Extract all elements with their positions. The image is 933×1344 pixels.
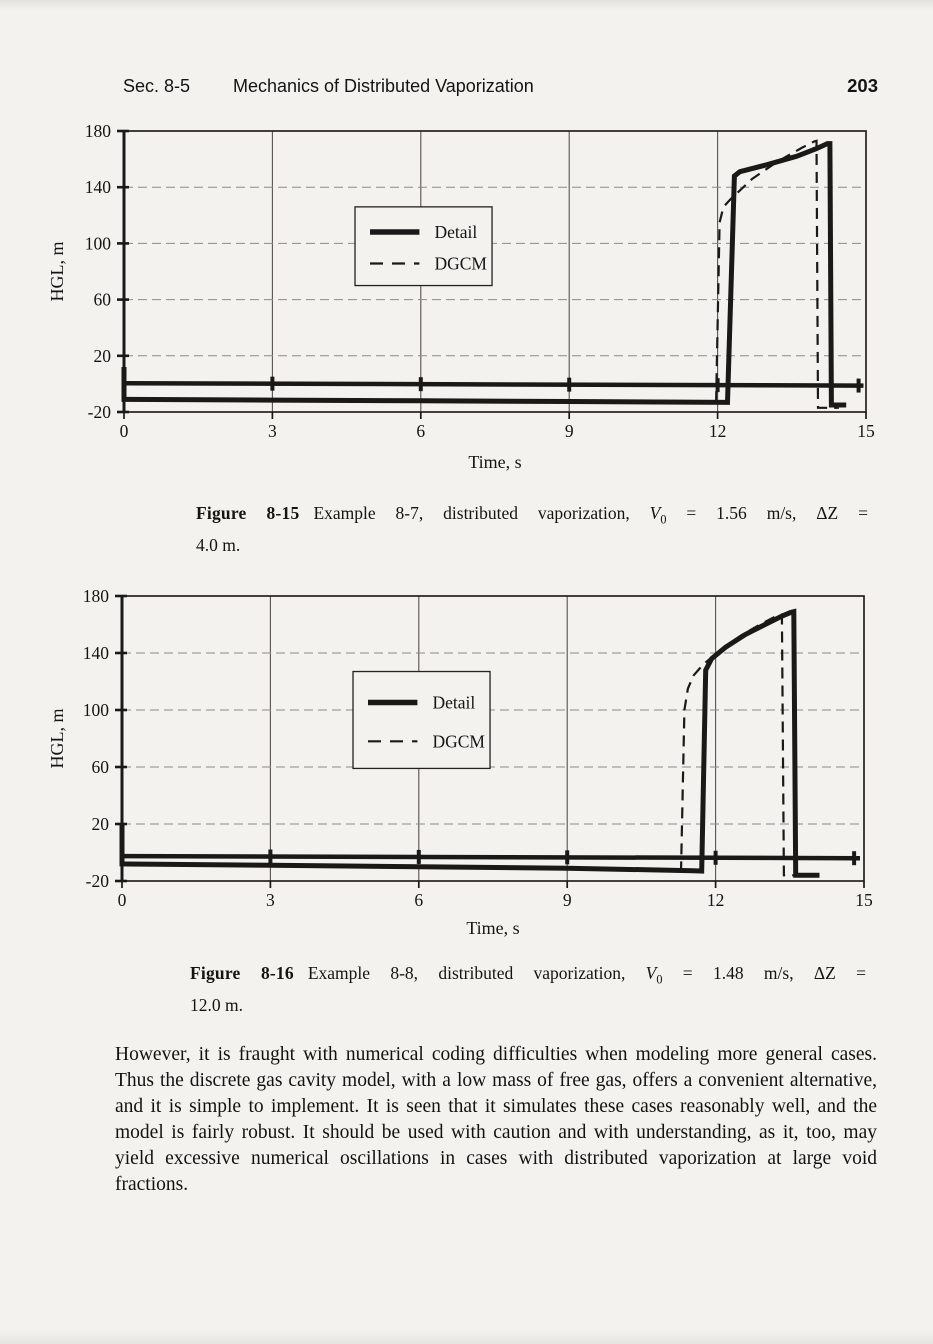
v0-symbol: V: [645, 963, 657, 983]
y-tick-label: 60: [91, 757, 109, 777]
y-tick-label: 20: [93, 345, 111, 366]
caption-line-2: 12.0 m.: [190, 994, 243, 1015]
chapter-title: Mechanics of Distributed Vaporization: [233, 76, 534, 96]
series-detail-baseline: [124, 383, 864, 385]
gridlines: [122, 596, 864, 881]
y-tick-label: 180: [84, 121, 111, 141]
v0-subscript: 0: [660, 512, 667, 527]
body-paragraph: However, it is fraught with numerical coding difficulties when modeling more general cases. Thus the discrete gas cavity model, with a low mass of free gas, offers a convenient alternative, and it is simple to implement. It is seen that it simulates these cases reasonably well, and the model is fairly robust. It should be used with caution and with understanding, as it, too, may yield excessive numerical oscillations in cases with distributed vaporization at large void fractions.: [115, 1044, 877, 1195]
caption-values: = 1.48 m/s, ΔZ =: [662, 963, 866, 983]
y-axis-label: HGL, m: [47, 708, 67, 769]
y-tick-label: -20: [85, 871, 109, 891]
legend-label: Detail: [434, 222, 478, 243]
x-tick-label: 3: [268, 421, 277, 441]
x-tick-label: 12: [706, 890, 725, 910]
x-axis-label: Time, s: [468, 452, 522, 472]
series: [122, 612, 860, 876]
caption-line-1: [196, 501, 868, 533]
caption-text: Example 8-8, distributed vaporization,: [307, 963, 646, 983]
figure-8-16-caption: [190, 961, 866, 1018]
figure-8-15-chart: [45, 112, 890, 484]
caption-line-1: [190, 961, 866, 993]
v0-symbol: V: [649, 503, 661, 523]
x-tick-label: 9: [564, 421, 574, 441]
y-tick-label: 140: [82, 643, 109, 663]
gridlines: [124, 131, 866, 412]
x-tick-label: 3: [266, 890, 275, 910]
x-tick-label: 0: [119, 421, 129, 441]
x-axis-label: Time, s: [466, 918, 520, 938]
y-tick-label: 140: [84, 177, 111, 198]
caption-values: = 1.56 m/s, ΔZ =: [666, 503, 868, 523]
x-tick-label: 15: [857, 421, 875, 441]
y-tick-label: -20: [87, 402, 111, 422]
caption-text: Example 8-7, distributed vaporization,: [313, 503, 650, 523]
legend: [355, 207, 492, 286]
v0-subscript: 0: [656, 972, 663, 987]
x-tick-label: 15: [855, 890, 873, 910]
legend-label: Detail: [432, 692, 476, 713]
series-dgcm: [681, 615, 797, 876]
x-tick-label: 12: [708, 421, 727, 441]
series-detail-baseline: [122, 856, 860, 858]
figure-8-16-chart: [45, 577, 890, 949]
section-number: Sec. 8-5: [123, 76, 191, 96]
y-tick-label: 100: [84, 233, 111, 254]
y-tick-label: 60: [93, 289, 111, 310]
legend: [353, 672, 490, 769]
figure-label: Figure 8-16: [190, 963, 294, 983]
x-tick-label: 6: [414, 890, 424, 910]
x-tick-label: 9: [562, 890, 572, 910]
figure-label: Figure 8-15: [196, 503, 300, 523]
figure-8-15-caption: [196, 501, 868, 558]
series: [124, 141, 864, 408]
x-tick-label: 0: [117, 890, 127, 910]
legend-label: DGCM: [432, 731, 485, 752]
legend-label: DGCM: [434, 253, 487, 274]
y-tick-label: 100: [82, 700, 109, 720]
x-tick-label: 6: [416, 421, 426, 441]
y-tick-label: 20: [91, 814, 109, 834]
y-axis-label: HGL, m: [47, 241, 67, 302]
page-header: [0, 76, 933, 102]
page-number: 203: [847, 75, 878, 96]
caption-line-2: 4.0 m.: [196, 534, 241, 555]
y-tick-label: 180: [82, 586, 109, 606]
